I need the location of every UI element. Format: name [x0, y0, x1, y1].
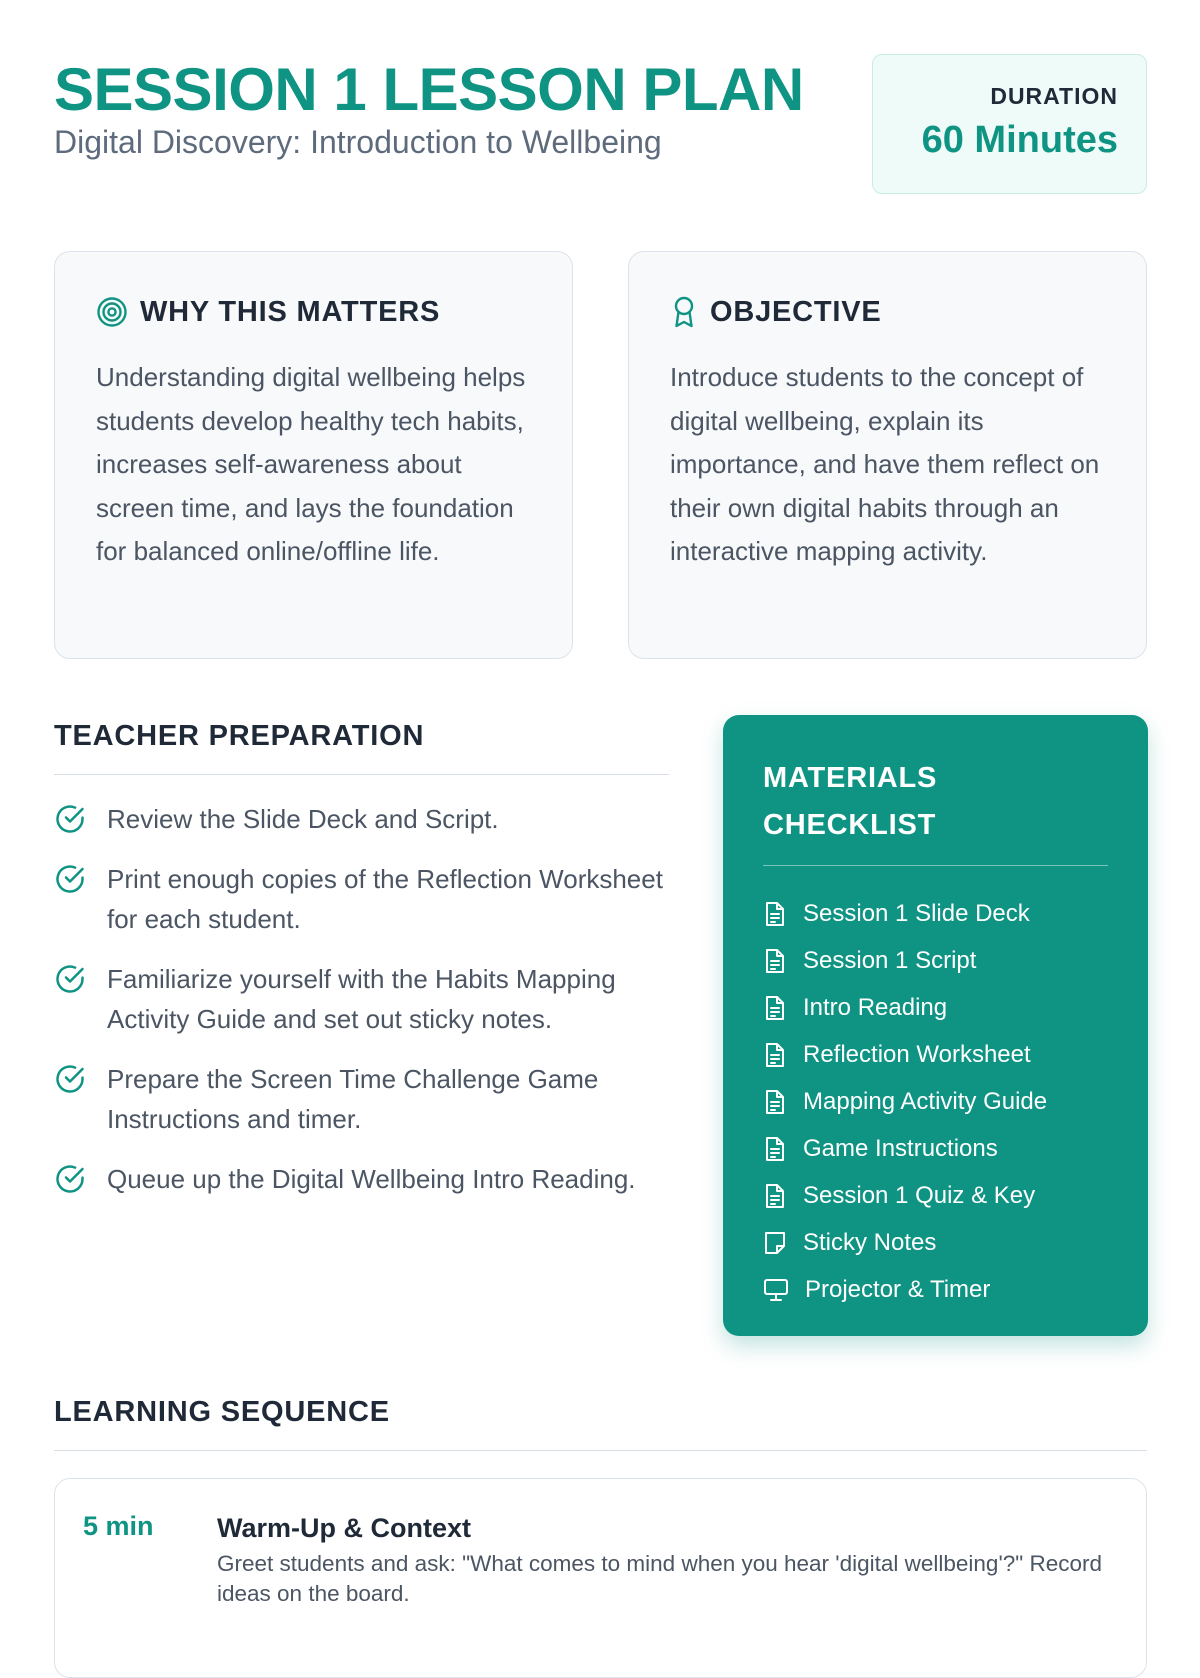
check-circle-icon — [54, 863, 86, 895]
file-text-icon — [763, 1136, 787, 1162]
material-label: Session 1 Quiz & Key — [803, 1181, 1036, 1209]
material-label: Session 1 Slide Deck — [803, 899, 1030, 927]
teacher-preparation-list — [54, 799, 669, 1199]
header — [54, 52, 1147, 202]
duration-label: DURATION — [990, 83, 1118, 109]
list-item — [54, 799, 669, 839]
list-item — [763, 1031, 1108, 1078]
list-item — [763, 1078, 1108, 1125]
monitor-icon — [763, 1277, 789, 1303]
duration-badge — [872, 54, 1147, 194]
file-text-icon — [763, 948, 787, 974]
learning-sequence-title: LEARNING SEQUENCE — [54, 1396, 390, 1428]
why-body: Understanding digital wellbeing helps students develop healthy tech habits, increases self-awareness about screen time, and lays the foundation for balanced online/offline life. — [96, 362, 526, 566]
material-label: Projector & Timer — [805, 1275, 991, 1303]
sticky-note-icon — [763, 1230, 787, 1256]
check-circle-icon — [54, 1163, 86, 1195]
check-circle-icon — [54, 1063, 86, 1095]
list-item — [763, 984, 1108, 1031]
objective-title: OBJECTIVE — [710, 295, 882, 328]
section-divider — [54, 1450, 1147, 1451]
prep-item-text: Queue up the Digital Wellbeing Intro Reading. — [107, 1164, 636, 1194]
objective-body: Introduce students to the concept of digital wellbeing, explain its importance, and have them reflect on their own digital habits through an interactive mapping activity. — [670, 362, 1100, 566]
teacher-preparation-title: TEACHER PREPARATION — [54, 720, 425, 752]
file-text-icon — [763, 1042, 787, 1068]
step-duration: 5 min — [83, 1511, 154, 1541]
check-circle-icon — [54, 963, 86, 995]
page-title: SESSION 1 LESSON PLAN — [54, 56, 804, 123]
materials-checklist-card — [723, 715, 1148, 1336]
material-label: Mapping Activity Guide — [803, 1087, 1048, 1115]
materials-title: MATERIALS CHECKLIST — [763, 762, 938, 841]
material-label: Intro Reading — [803, 993, 948, 1021]
objective-card — [628, 251, 1147, 659]
sequence-step-card — [54, 1478, 1147, 1678]
prep-item-text: Prepare the Screen Time Challenge Game Instructions and timer. — [107, 1064, 599, 1134]
material-label: Game Instructions — [803, 1134, 998, 1162]
prep-item-text: Print enough copies of the Reflection Worksheet for each student. — [107, 864, 663, 934]
list-item — [763, 937, 1108, 984]
list-item — [54, 859, 669, 939]
check-circle-icon — [54, 803, 86, 835]
file-text-icon — [763, 1183, 787, 1209]
why-title: WHY THIS MATTERS — [140, 295, 441, 328]
material-label: Reflection Worksheet — [803, 1040, 1031, 1068]
prep-item-text: Familiarize yourself with the Habits Mapping Activity Guide and set out sticky notes. — [107, 964, 616, 1034]
page-subtitle: Digital Discovery: Introduction to Wellbeing — [54, 124, 662, 160]
duration-value: 60 Minutes — [921, 119, 1118, 161]
list-item — [763, 1172, 1108, 1219]
list-item — [763, 1219, 1108, 1266]
learning-sequence-section — [54, 1392, 1147, 1606]
teacher-preparation-section — [54, 716, 669, 1219]
file-text-icon — [763, 995, 787, 1021]
section-divider — [54, 774, 669, 775]
prep-item-text: Review the Slide Deck and Script. — [107, 804, 499, 834]
material-label: Sticky Notes — [803, 1228, 937, 1256]
file-text-icon — [763, 1089, 787, 1115]
list-item — [763, 1125, 1108, 1172]
list-item — [54, 1159, 669, 1199]
material-label: Session 1 Script — [803, 946, 977, 974]
list-item — [763, 1266, 1108, 1313]
step-description: Greet students and ask: "What comes to mind when you hear 'digital wellbeing'?" Record ideas on the board. — [217, 1551, 1103, 1606]
step-title: Warm-Up & Context — [217, 1513, 471, 1543]
file-text-icon — [763, 901, 787, 927]
list-item — [54, 1059, 669, 1139]
materials-list — [763, 890, 1108, 1313]
list-item — [54, 959, 669, 1039]
list-item — [763, 890, 1108, 937]
why-this-matters-card — [54, 251, 573, 659]
target-icon — [96, 296, 128, 328]
materials-divider — [763, 865, 1108, 866]
award-icon — [670, 295, 698, 329]
